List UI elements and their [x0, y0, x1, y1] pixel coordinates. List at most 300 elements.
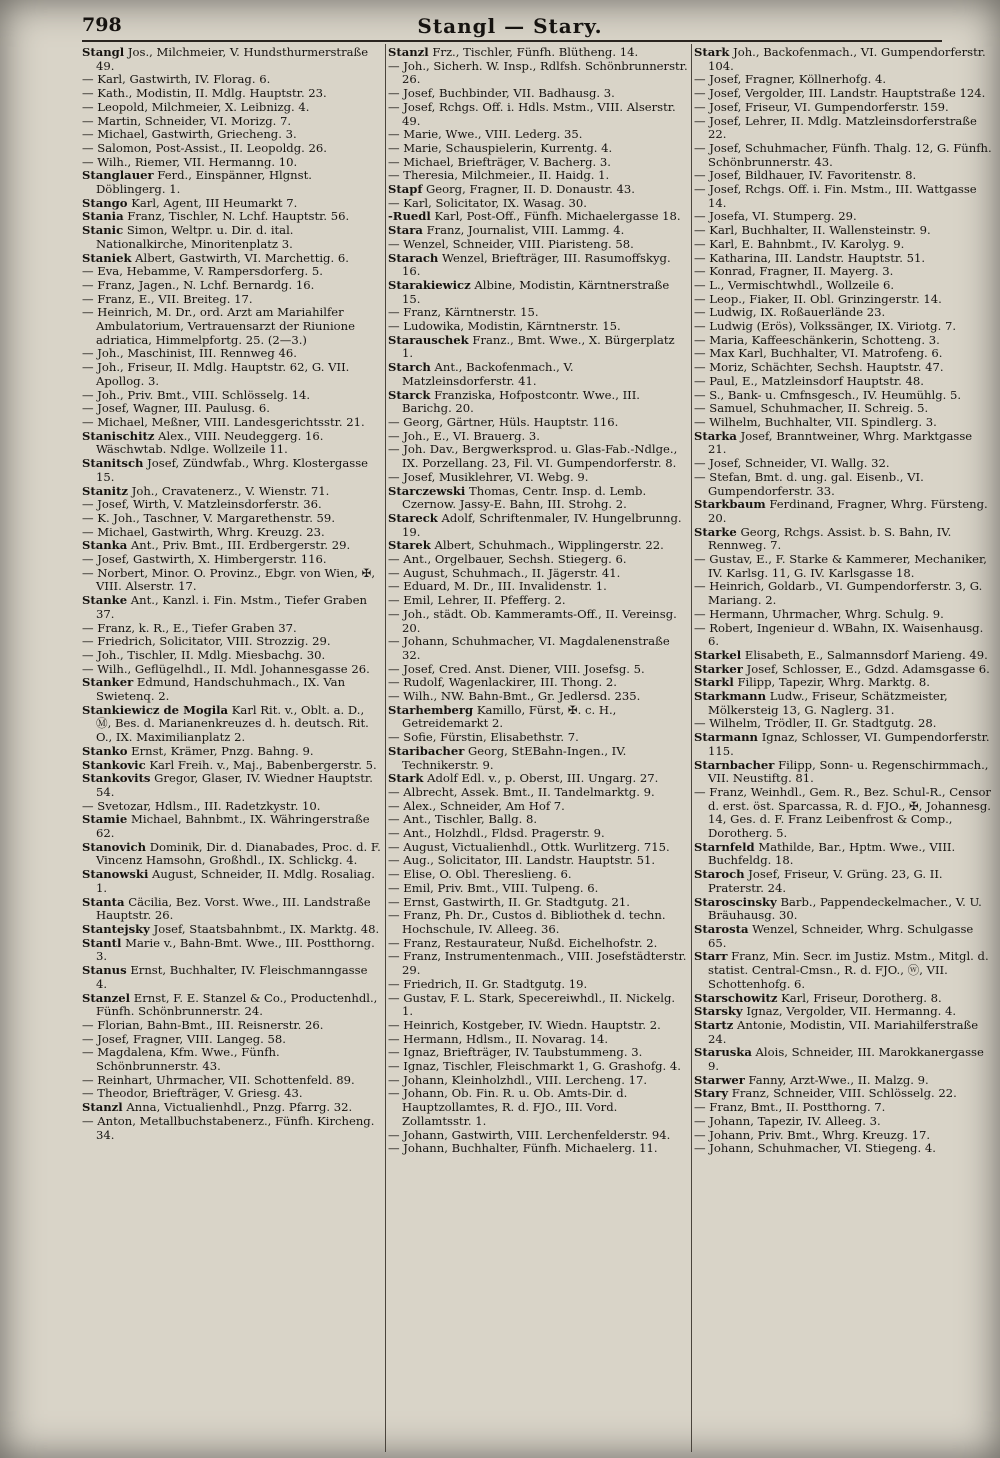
entry-text: Ignaz, Schlosser, VI. Gumpendorferstr. 115.	[708, 730, 990, 758]
directory-entry	[82, 512, 382, 526]
directory-entry	[388, 992, 688, 1019]
directory-entry	[694, 1101, 994, 1115]
entry-text: — Michael, Gastwirth, Griecheng. 3.	[82, 127, 297, 142]
directory-entry	[694, 923, 994, 950]
entry-text: — Konrad, Fragner, II. Mayerg. 3.	[694, 264, 894, 279]
entry-surname: Stania	[82, 209, 124, 224]
entry-text: — Paul, E., Matzleinsdorf Hauptstr. 48.	[694, 373, 924, 388]
directory-entry	[388, 676, 688, 690]
entry-text: — Franz, Weinhdl., Gem. R., Bez. Schul-R., Censor d. erst. öst. Sparcassa, R. d. FJO., ✠, Johannesg. 14, Ges. d. F. Franz Leibenfrost & Comp., Dorotherg. 5.	[694, 784, 991, 841]
directory-entry	[82, 937, 382, 964]
directory-entry	[388, 745, 688, 772]
entry-surname: Starhemberg	[388, 702, 474, 717]
entry-surname: Stamie	[82, 812, 128, 827]
entry-text: — Hermann, Hdlsm., II. Novarag. 14.	[388, 1031, 609, 1046]
entry-text: — Josef, Schuhmacher, Fünfh. Thalg. 12, G. Fünfh. Schönbrunnerstr. 43.	[694, 140, 992, 169]
directory-entry	[82, 73, 382, 87]
directory-entry	[82, 964, 382, 991]
entry-text: — Emil, Priv. Bmt., VIII. Tulpeng. 6.	[388, 880, 599, 895]
entry-text: — Aug., Solicitator, III. Landstr. Hauptstr. 51.	[388, 853, 656, 868]
entry-text: — Josef, Wagner, III. Paulusg. 6.	[82, 401, 270, 416]
directory-entry	[388, 142, 688, 156]
directory-entry	[82, 745, 382, 759]
directory-entry	[388, 169, 688, 183]
directory-entry	[694, 101, 994, 115]
entry-text: — Franz, E., VII. Breiteg. 17.	[82, 291, 253, 306]
entry-text: — Heinrich, Kostgeber, IV. Wiedn. Hauptstr. 2.	[388, 1017, 661, 1032]
entry-text: Elisabeth, E., Salmannsdorf Marieng. 49.	[744, 647, 988, 662]
entry-text: — Norbert, Minor. O. Provinz., Ebgr. von Wien, ✠, VIII. Alserstr. 17.	[82, 565, 376, 594]
entry-text: — Josef, Bildhauer, IV. Favoritenstr. 8.	[694, 168, 917, 183]
directory-entry	[82, 594, 382, 621]
entry-text: — Joh., Sicherh. W. Insp., Rdlfsh. Schönbrunnerstr. 26.	[388, 58, 688, 87]
entry-text: — Theresia, Milchmeier., II. Haidg. 1.	[388, 168, 610, 183]
entry-text: Ignaz, Vergolder, VII. Hermanng. 4.	[746, 1004, 957, 1019]
directory-entry	[82, 416, 382, 430]
entry-text: — Wilh., Geflügelhdl., II. Mdl. Johannesgasse 26.	[82, 661, 370, 676]
entry-text: — Emil, Lehrer, II. Pfefferg. 2.	[388, 593, 566, 608]
page-number: 798	[82, 14, 122, 36]
directory-entry	[694, 690, 994, 717]
directory-entry	[82, 567, 382, 594]
directory-entry	[82, 868, 382, 895]
directory-entry	[694, 731, 994, 758]
column-3	[694, 46, 994, 1458]
directory-entry	[694, 142, 994, 169]
entry-text: — Ludwig (Erös), Volkssänger, IX. Viriotg. 7.	[694, 319, 957, 334]
directory-entry	[694, 430, 994, 457]
directory-entry	[82, 265, 382, 279]
directory-entry	[388, 252, 688, 279]
entry-surname: Starwer	[694, 1072, 745, 1087]
directory-entry	[82, 553, 382, 567]
entry-text: Albert, Schuhmach., Wipplingerstr. 22.	[434, 538, 664, 553]
directory-entry	[694, 252, 994, 266]
entry-text: — Franz, Restaurateur, Nußd. Eichelhofstr. 2.	[388, 935, 658, 950]
entry-text: — Franz, Bmt., II. Postthorng. 7.	[694, 1100, 886, 1115]
directory-entry	[82, 498, 382, 512]
entry-text: Antonie, Modistin, VII. Mariahilferstraße 24.	[708, 1017, 979, 1046]
entry-text: — Michael, Briefträger, V. Bacherg. 3.	[388, 154, 611, 169]
directory-entry	[82, 1033, 382, 1047]
directory-entry	[694, 580, 994, 607]
directory-entry	[82, 252, 382, 266]
entry-text: Adolf, Schriftenmaler, IV. Hungelbrunng. 19.	[402, 510, 682, 539]
directory-entry	[388, 909, 688, 936]
entry-text: Ernst, Krämer, Pnzg. Bahng. 9.	[131, 743, 314, 758]
entry-text: — Ludowika, Modistin, Kärntnerstr. 15.	[388, 319, 621, 334]
directory-entry	[694, 389, 994, 403]
entry-text: Georg, StEBahn-Ingen., IV. Technikerstr. 9.	[402, 743, 627, 772]
directory-entry	[694, 896, 994, 923]
entry-text: Georg, Fragner, II. D. Donaustr. 43.	[426, 182, 635, 197]
entry-text: — Heinrich, M. Dr., ord. Arzt am Mariahilfer Ambulatorium, Vertrauensarzt der Riunione adriatica, Himmelpfortg. 25. (2—3.)	[82, 305, 355, 347]
entry-text: — Joh. Dav., Bergwerksprod. u. Glas-Fab.-Ndlge., IX. Porzellang. 23, Fil. VI. Gumpendorferstr. 8.	[388, 442, 678, 471]
directory-entry	[388, 224, 688, 238]
entry-text: — Josef, Rchgs. Off. i. Fin. Mstm., III. Wattgasse 14.	[694, 182, 977, 210]
entry-text: Gregor, Glaser, IV. Wiedner Hauptstr. 54.	[96, 771, 373, 799]
directory-entry	[694, 265, 994, 279]
entry-surname: Staroch	[694, 867, 745, 882]
entry-text: Adolf Edl. v., p. Oberst, III. Ungarg. 27.	[427, 771, 659, 786]
entry-text: — Ant., Orgelbauer, Sechsh. Stiegerg. 6.	[388, 552, 627, 567]
entry-text: Josef, Branntweiner, Whrg. Marktgasse 21.	[708, 428, 973, 457]
directory-entry	[388, 978, 688, 992]
directory-entry	[694, 1019, 994, 1046]
entry-text: — Gustav, E., F. Starke & Kammerer, Mechaniker, IV. Karlsg. 11, G. IV. Karlsgasse 18.	[694, 552, 987, 580]
directory-entry	[82, 279, 382, 293]
entry-text: — Josef, Fragner, Köllnerhofg. 4.	[694, 72, 887, 87]
entry-text: Alois, Schneider, III. Marokkanergasse 9.	[708, 1045, 984, 1074]
directory-entry	[694, 361, 994, 375]
entry-text: — Johann, Tapezir, IV. Alleeg. 3.	[694, 1113, 881, 1128]
entry-text: Ferd., Einspänner, Hlgnst. Döblingerg. 1.	[96, 168, 312, 197]
directory-entry	[388, 841, 688, 855]
directory-entry	[694, 1046, 994, 1073]
entry-surname: Stankiewicz de Mogila	[82, 702, 229, 717]
directory-entry	[82, 197, 382, 211]
entry-text: Georg, Rchgs. Assist. b. S. Bahn, IV. Rennweg. 7.	[708, 524, 952, 553]
entry-text: — Franz, Kärntnerstr. 15.	[388, 305, 539, 320]
entry-text: — Ernst, Gastwirth, II. Gr. Stadtgutg. 21.	[388, 894, 630, 909]
directory-entry	[694, 402, 994, 416]
entry-surname: Starke	[694, 524, 737, 539]
entry-text: — Wenzel, Schneider, VIII. Piaristeng. 58.	[388, 236, 634, 251]
entry-text: — Josef, Lehrer, II. Mdlg. Matzleinsdorferstraße 22.	[694, 113, 977, 142]
directory-entry	[82, 800, 382, 814]
entry-text: — Ant., Tischler, Ballg. 8.	[388, 812, 538, 827]
entry-text: Marie v., Bahn-Bmt. Wwe., III. Postthorng. 3.	[96, 935, 375, 964]
directory-entry	[388, 485, 688, 512]
directory-entry	[388, 1033, 688, 1047]
entry-text: — Josef, Schneider, VI. Wallg. 32.	[694, 456, 890, 471]
entry-text: Karl, Post-Off., Fünfh. Michaelergasse 18.	[434, 209, 681, 224]
directory-entry	[388, 320, 688, 334]
entry-text: — Ant., Holzhdl., Fldsd. Pragerstr. 9.	[388, 826, 605, 841]
entry-text: — Theodor, Briefträger, V. Griesg. 43.	[82, 1086, 303, 1101]
directory-entry	[82, 1074, 382, 1088]
directory-entry	[388, 389, 688, 416]
entry-surname: Stangl	[82, 45, 125, 59]
page-header	[80, 12, 940, 42]
directory-entry	[388, 156, 688, 170]
entry-text: — Joh., E., VI. Brauerg. 3.	[388, 428, 540, 443]
entry-surname: Stantl	[82, 935, 122, 950]
directory-entry	[694, 457, 994, 471]
directory-entry	[694, 347, 994, 361]
directory-entry	[694, 238, 994, 252]
entry-surname: Stark	[388, 771, 424, 786]
entry-text: — Leop., Fiaker, II. Obl. Grinzingerstr. 14.	[694, 291, 942, 306]
directory-entry	[82, 306, 382, 347]
directory-entry	[388, 731, 688, 745]
entry-text: — Josef, Buchbinder, VII. Badhausg. 3.	[388, 86, 615, 101]
entry-text: Josef, Zündwfab., Whrg. Klostergasse 15.	[96, 456, 369, 484]
entry-surname: Starker	[694, 661, 743, 676]
entry-text: — Johann, Priv. Bmt., Whrg. Kreuzg. 17.	[694, 1127, 931, 1142]
entry-text: — Johann, Schuhmacher, VI. Stiegeng. 4.	[694, 1141, 936, 1156]
directory-entry	[694, 1115, 994, 1129]
directory-entry	[388, 1142, 688, 1156]
entry-text: — Josef, Friseur, VI. Gumpendorferstr. 159.	[694, 99, 949, 114]
directory-entry	[694, 649, 994, 663]
directory-entry	[388, 60, 688, 87]
entry-text: Josef, Friseur, V. Grüng. 23, G. II. Praterstr. 24.	[708, 867, 943, 895]
entry-text: Simon, Weltpr. u. Dir. d. ital. Nationalkirche, Minoritenplatz 3.	[96, 223, 294, 251]
entry-text: — Svetozar, Hdlsm., III. Radetzkystr. 10.	[82, 798, 321, 813]
entry-text: — Josef, Musiklehrer, VI. Webg. 9.	[388, 469, 589, 484]
entry-text: — Ignaz, Tischler, Fleischmarkt 1, G. Grashofg. 4.	[388, 1059, 681, 1074]
entry-text: — Johann, Ob. Fin. R. u. Ob. Amts-Dir. d. Hauptzollamtes, R. d. FJO., III. Vord. Zollamtsstr. 1.	[388, 1086, 628, 1128]
directory-entry	[694, 868, 994, 895]
directory-entry	[388, 210, 688, 224]
entry-text: Ant., Kanzl. i. Fin. Mstm., Tiefer Graben 37.	[96, 593, 367, 621]
directory-entry	[388, 553, 688, 567]
directory-entry	[82, 635, 382, 649]
directory-entry	[388, 813, 688, 827]
entry-text: Fanny, Arzt-Wwe., II. Malzg. 9.	[748, 1072, 929, 1087]
directory-entry	[82, 992, 382, 1019]
entry-text: — Josef, Rchgs. Off. i. Hdls. Mstm., VIII. Alserstr. 49.	[388, 99, 676, 128]
entry-text: — L., Vermischtwhdl., Wollzeile 6.	[694, 277, 895, 292]
directory-entry	[388, 471, 688, 485]
entry-text: — Max Karl, Buchhalter, VI. Matrofeng. 6.	[694, 346, 943, 361]
directory-entry	[388, 950, 688, 977]
entry-text: — Friedrich, II. Gr. Stadtgutg. 19.	[388, 976, 588, 991]
entry-surname: Starr	[694, 949, 728, 964]
directory-entry	[694, 183, 994, 210]
running-title: Stangl — Stary.	[417, 14, 603, 38]
entry-text: August, Schneider, II. Mdlg. Rosaliag. 1.	[96, 867, 375, 895]
entry-surname: Stanitz	[82, 483, 129, 498]
directory-entry	[82, 923, 382, 937]
entry-text: — K. Joh., Taschner, V. Margarethenstr. 59.	[82, 510, 335, 525]
directory-entry	[388, 896, 688, 910]
directory-entry	[82, 1087, 382, 1101]
directory-entry	[388, 128, 688, 142]
directory-entry	[694, 498, 994, 525]
entry-text: — Johann, Kleinholzhdl., VIII. Lercheng. 17.	[388, 1072, 648, 1087]
entry-text: — Hermann, Uhrmacher, Whrg. Schulg. 9.	[694, 606, 944, 621]
directory-entry	[82, 772, 382, 799]
directory-entry	[82, 704, 382, 745]
entry-text: Mathilde, Bar., Hptm. Wwe., VIII. Buchfeldg. 18.	[708, 839, 956, 868]
directory-entry	[82, 896, 382, 923]
column-1	[82, 46, 382, 1458]
entry-surname: Stapf	[388, 182, 423, 197]
entry-text: Karl, Agent, III Heumarkt 7.	[131, 195, 298, 210]
entry-text: Joh., Cravatenerz., V. Wienstr. 71.	[131, 483, 330, 498]
directory-entry	[82, 622, 382, 636]
entry-text: — Gustav, F. L. Stark, Specereiwhdl., II. Nickelg. 1.	[388, 990, 676, 1019]
directory-entry	[388, 937, 688, 951]
directory-entry	[82, 210, 382, 224]
directory-entry	[388, 279, 688, 306]
entry-text: — Rudolf, Wagenlackirer, III. Thong. 2.	[388, 675, 617, 690]
entry-text: — Josef, Fragner, VIII. Langeg. 58.	[82, 1031, 286, 1046]
entry-text: — Josefa, VI. Stumperg. 29.	[694, 209, 857, 224]
directory-entry	[82, 128, 382, 142]
entry-text: Alex., VIII. Neudeggerg. 16. Wäschwtab. Ndlge. Wollzeile 11.	[96, 428, 324, 457]
column-divider	[385, 44, 386, 1452]
entry-text: Franziska, Hofpostcontr. Wwe., III. Barichg. 20.	[402, 387, 640, 416]
entry-text: — Joh., städt. Ob. Kammeramts-Off., II. Vereinsg. 20.	[388, 606, 677, 635]
entry-text: — Karl, E. Bahnbmt., IV. Karolyg. 9.	[694, 236, 905, 251]
entry-text: — Katharina, III. Landstr. Hauptstr. 51.	[694, 250, 926, 265]
entry-text: — August, Schuhmach., II. Jägerstr. 41.	[388, 565, 621, 580]
directory-entry	[694, 786, 994, 841]
directory-entry	[82, 101, 382, 115]
entry-text: — Robert, Ingenieur d. WBahn, IX. Waisenhausg. 6.	[694, 620, 984, 649]
entry-text: — Georg, Gärtner, Hüls. Hauptstr. 116.	[388, 414, 619, 429]
directory-entry	[82, 87, 382, 101]
directory-entry	[388, 238, 688, 252]
entry-text: — Karl, Buchhalter, II. Wallensteinstr. 9.	[694, 223, 931, 238]
entry-text: — Samuel, Schuhmacher, II. Schreig. 5.	[694, 401, 929, 416]
entry-surname: Staruska	[694, 1045, 752, 1060]
entry-text: — Friedrich, Solicitator, VIII. Strozzig. 29.	[82, 634, 331, 649]
directory-entry	[388, 635, 688, 662]
entry-text: Franz, Schneider, VIII. Schlösselg. 22.	[731, 1086, 957, 1101]
entry-text: Ant., Backofenmach., V. Matzleinsdorferstr. 41.	[402, 360, 574, 388]
directory-entry	[388, 430, 688, 444]
entry-surname: Starakiewicz	[388, 277, 471, 292]
entry-surname: Stanglauer	[82, 168, 154, 183]
entry-surname: Staroscinsky	[694, 894, 777, 909]
entry-text: — Franz, k. R., E., Tiefer Graben 37.	[82, 620, 297, 635]
entry-text: — Sofie, Fürstin, Elisabethstr. 7.	[388, 730, 579, 745]
entry-text: Cäcilia, Bez. Vorst. Wwe., III. Landstraße Hauptstr. 26.	[96, 894, 371, 923]
entry-text: Karl Rit. v., Oblt. a. D., Ⓜ, Bes. d. Marianenkreuzes d. h. deutsch. Rit. O., IX. Maximilianplatz 2.	[96, 702, 369, 745]
entry-text: — Joh., Priv. Bmt., VIII. Schlösselg. 14.	[82, 387, 311, 402]
entry-surname: Starosta	[694, 922, 749, 936]
directory-entry	[388, 443, 688, 470]
directory-entry	[694, 553, 994, 580]
entry-text: Ferdinand, Fragner, Whrg. Fürsteng. 20.	[708, 497, 988, 525]
entry-surname: Starczewski	[388, 483, 466, 498]
directory-entry	[694, 992, 994, 1006]
directory-entry	[82, 169, 382, 196]
entry-text: — Wilhelm, Buchhalter, VII. Spindlerg. 3.	[694, 414, 937, 429]
entry-text: Edmund, Handschuhmach., IX. Van Swietenq. 2.	[96, 675, 346, 704]
entry-text: Jos., Milchmeier, V. Hundsthurmerstraße 49.	[96, 45, 369, 73]
entry-surname: Stanke	[82, 593, 128, 608]
entry-text: — Magdalena, Kfm. Wwe., Fünfh. Schönbrunnerstr. 43.	[82, 1045, 280, 1074]
entry-text: Kamillo, Fürst, ✠. c. H., Getreidemarkt 2.	[402, 702, 617, 731]
entry-text: Franz, Tischler, N. Lchf. Hauptstr. 56.	[127, 209, 350, 224]
entry-text: — Franz, Instrumentenmach., VIII. Josefstädterstr. 29.	[388, 949, 687, 978]
entry-surname: Starauschek	[388, 332, 469, 347]
entry-surname: Staniek	[82, 250, 132, 265]
entry-surname: Stango	[82, 195, 128, 210]
entry-text: — Wilh., Riemer, VII. Hermanng. 10.	[82, 154, 298, 169]
directory-entry	[694, 169, 994, 183]
directory-entry	[694, 87, 994, 101]
directory-entry	[694, 759, 994, 786]
directory-entry	[82, 224, 382, 251]
directory-entry	[694, 526, 994, 553]
directory-entry	[694, 293, 994, 307]
entry-text: Franz, Min. Secr. im Justiz. Mstm., Mitgl. d. statist. Central-Cmsn., R. d. FJO., ⓦ, VII. Schottenhofg. 6.	[708, 949, 989, 991]
entry-surname: Stara	[388, 223, 423, 238]
entry-text: — August, Victualienhdl., Ottk. Wurlitzerg. 715.	[388, 839, 670, 854]
directory-entry	[694, 375, 994, 389]
entry-text: — Johann, Gastwirth, VIII. Lerchenfelderstr. 94.	[388, 1127, 671, 1142]
entry-surname: Stanic	[82, 223, 124, 238]
directory-entry	[694, 115, 994, 142]
entry-surname: Starmann	[694, 730, 758, 745]
entry-text: Filipp, Sonn- u. Regenschirmmach., VII. Neustiftg. 81.	[708, 757, 989, 786]
directory-entry	[82, 813, 382, 840]
directory-entry	[82, 649, 382, 663]
directory-entry	[694, 663, 994, 677]
entry-text: Albine, Modistin, Kärntnerstraße 15.	[402, 277, 670, 306]
directory-entry	[388, 46, 688, 60]
entry-text: — Salomon, Post-Assist., II. Leopoldg. 26.	[82, 140, 327, 155]
entry-surname: Stankovic	[82, 757, 146, 772]
entry-surname: Stantejsky	[82, 922, 150, 936]
directory-entry	[82, 485, 382, 499]
entry-text: — Leopold, Milchmeier, X. Leibnizg. 4.	[82, 99, 310, 114]
directory-entry	[82, 1115, 382, 1142]
entry-text: — Ignaz, Briefträger, IV. Taubstummeng. 3.	[388, 1045, 643, 1060]
directory-entry	[388, 567, 688, 581]
entry-text: — Michael, Meßner, VIII. Landesgerichtsstr. 21.	[82, 414, 365, 429]
directory-entry	[388, 854, 688, 868]
directory-entry	[388, 539, 688, 553]
entry-surname: Starck	[388, 387, 431, 402]
directory-entry	[82, 526, 382, 540]
entry-surname: -Ruedl	[388, 209, 431, 224]
directory-entry	[388, 1019, 688, 1033]
entry-text: Josef, Staatsbahnbmt., IX. Marktg. 48.	[153, 922, 380, 936]
entry-text: — Wilhelm, Trödler, II. Gr. Stadtgutg. 28.	[694, 716, 937, 731]
entry-text: Filipp, Tapezir, Whrg. Marktg. 8.	[737, 675, 930, 690]
column-divider	[691, 44, 692, 1452]
directory-entry	[82, 457, 382, 484]
directory-entry	[388, 306, 688, 320]
directory-entry	[694, 950, 994, 991]
entry-text: Josef, Schlosser, E., Gdzd. Adamsgasse 6.	[746, 661, 990, 676]
entry-text: — Heinrich, Goldarb., VI. Gumpendorferstr. 3, G. Mariang. 2.	[694, 579, 983, 608]
column-2	[388, 46, 688, 1458]
directory-entry	[388, 800, 688, 814]
entry-text: — Karl, Gastwirth, IV. Florag. 6.	[82, 72, 271, 87]
entry-text: — Moriz, Schächter, Sechsh. Hauptstr. 47.	[694, 360, 944, 375]
entry-text: — Reinhart, Uhrmacher, VII. Schottenfeld. 89.	[82, 1072, 355, 1087]
directory-entry	[388, 868, 688, 882]
entry-surname: Stanko	[82, 743, 128, 758]
entry-surname: Starkel	[694, 647, 742, 662]
directory-entry	[82, 539, 382, 553]
entry-text: — Johann, Buchhalter, Fünfh. Michaelerg. 11.	[388, 1141, 658, 1156]
directory-entry	[388, 772, 688, 786]
entry-text: Joh., Backofenmach., VI. Gumpendorferstr. 104.	[708, 45, 986, 73]
directory-entry	[694, 717, 994, 731]
entry-surname: Stanowski	[82, 867, 149, 882]
entry-text: — Maria, Kaffeeschänkerin, Schotteng. 3.	[694, 332, 940, 347]
directory-entry	[388, 1060, 688, 1074]
directory-entry	[694, 334, 994, 348]
directory-entry	[388, 197, 688, 211]
entry-text: — S., Bank- u. Cmfnsgesch., IV. Heumühlg. 5.	[694, 387, 962, 402]
entry-text: Michael, Bahnbmt., IX. Währingerstraße 62.	[96, 812, 370, 841]
directory-entry	[388, 663, 688, 677]
entry-text: — Ludwig, IX. Roßauerlände 23.	[694, 305, 886, 320]
directory-entry	[82, 46, 382, 73]
directory-entry	[694, 1005, 994, 1019]
directory-entry	[694, 224, 994, 238]
